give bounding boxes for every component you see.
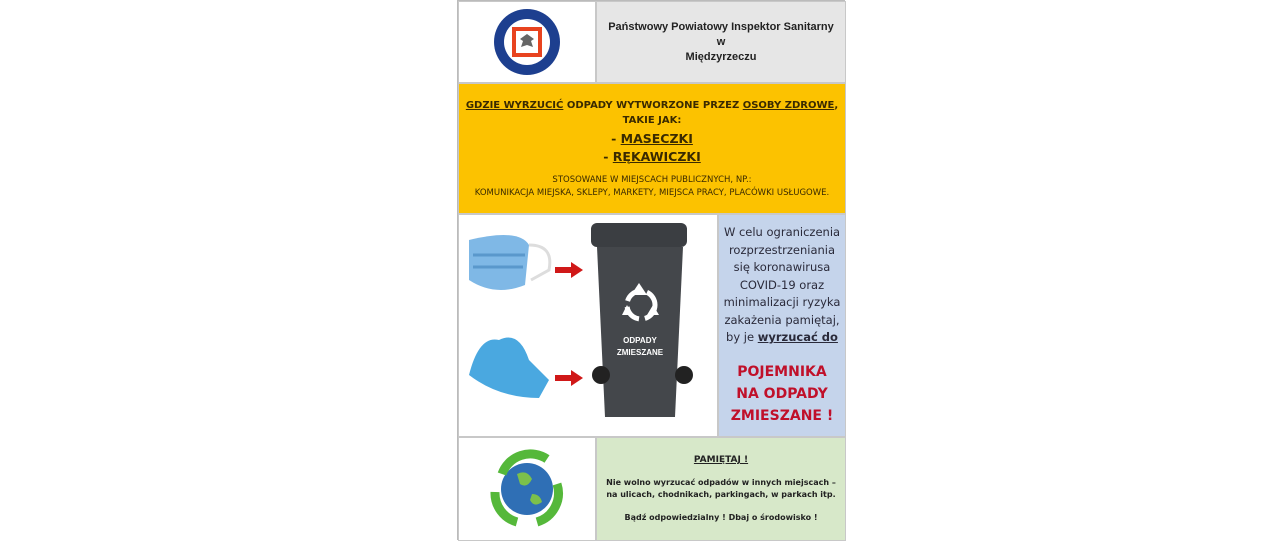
red-arrow-icon xyxy=(555,370,583,386)
title-line: Międzyrzeczu xyxy=(685,50,757,63)
item-gloves: - RĘKAWICZKI xyxy=(603,148,701,164)
sanepid-logo-icon xyxy=(492,7,562,77)
poster xyxy=(457,0,845,540)
bin-label: ODPADY xyxy=(623,336,657,345)
gloves-icon xyxy=(469,338,549,399)
reminder-text: na ulicach, chodnikach, parkingach, w parkach itp. xyxy=(606,490,836,499)
usage-text: STOSOWANE W MIEJSCACH PUBLICZNYCH, NP.: KOMUNIKACJA MIEJSKA, SKLEPY, MARKETY, MIEJSCA PRACY, PLACÓWKI USŁUGOWE. xyxy=(474,174,830,198)
info-text: W celu ograniczenia rozprzestrzeniania się koronawirusa COVID-19 oraz minimalizacji ryzyka zakażenia pamiętaj, by je wyrzucać do xyxy=(723,225,841,345)
title-line: Państwowy Powiatowy Inspektor Sanitarny xyxy=(608,20,834,33)
header-title xyxy=(596,1,846,83)
face-mask-icon xyxy=(469,235,550,290)
recycling-globe-icon xyxy=(482,444,572,534)
reminder-heading: PAMIĘTAJ ! xyxy=(693,455,749,465)
reminder-text: Nie wolno wyrzucać odpadów w innych miejscach – xyxy=(606,477,836,487)
item-masks: - MASECZKI xyxy=(611,130,693,146)
question-subheading: TAKIE JAK: xyxy=(622,114,682,126)
title-line: w xyxy=(716,35,726,48)
bin-illustration xyxy=(458,214,718,437)
waste-bin-icon xyxy=(591,223,693,417)
info-red-text: POJEMNIKA NA ODPADY ZMIESZANE ! xyxy=(730,363,834,424)
info-panel xyxy=(718,214,846,437)
question-banner xyxy=(458,83,846,214)
reminder-slogan: Bądź odpowiedzialny ! Dbaj o środowisko ! xyxy=(624,512,818,522)
mask-gloves-bin-icon xyxy=(459,215,717,436)
logo-cell xyxy=(458,1,596,83)
bin-label: ZMIESZANE xyxy=(616,348,664,357)
reminder-panel xyxy=(596,437,846,541)
question-heading: GDZIE WYRZUCIĆ ODPADY WYTWORZONE PRZEZ OSOBY ZDROWE, xyxy=(465,99,839,111)
red-arrow-icon xyxy=(555,262,583,278)
globe-cell xyxy=(458,437,596,541)
